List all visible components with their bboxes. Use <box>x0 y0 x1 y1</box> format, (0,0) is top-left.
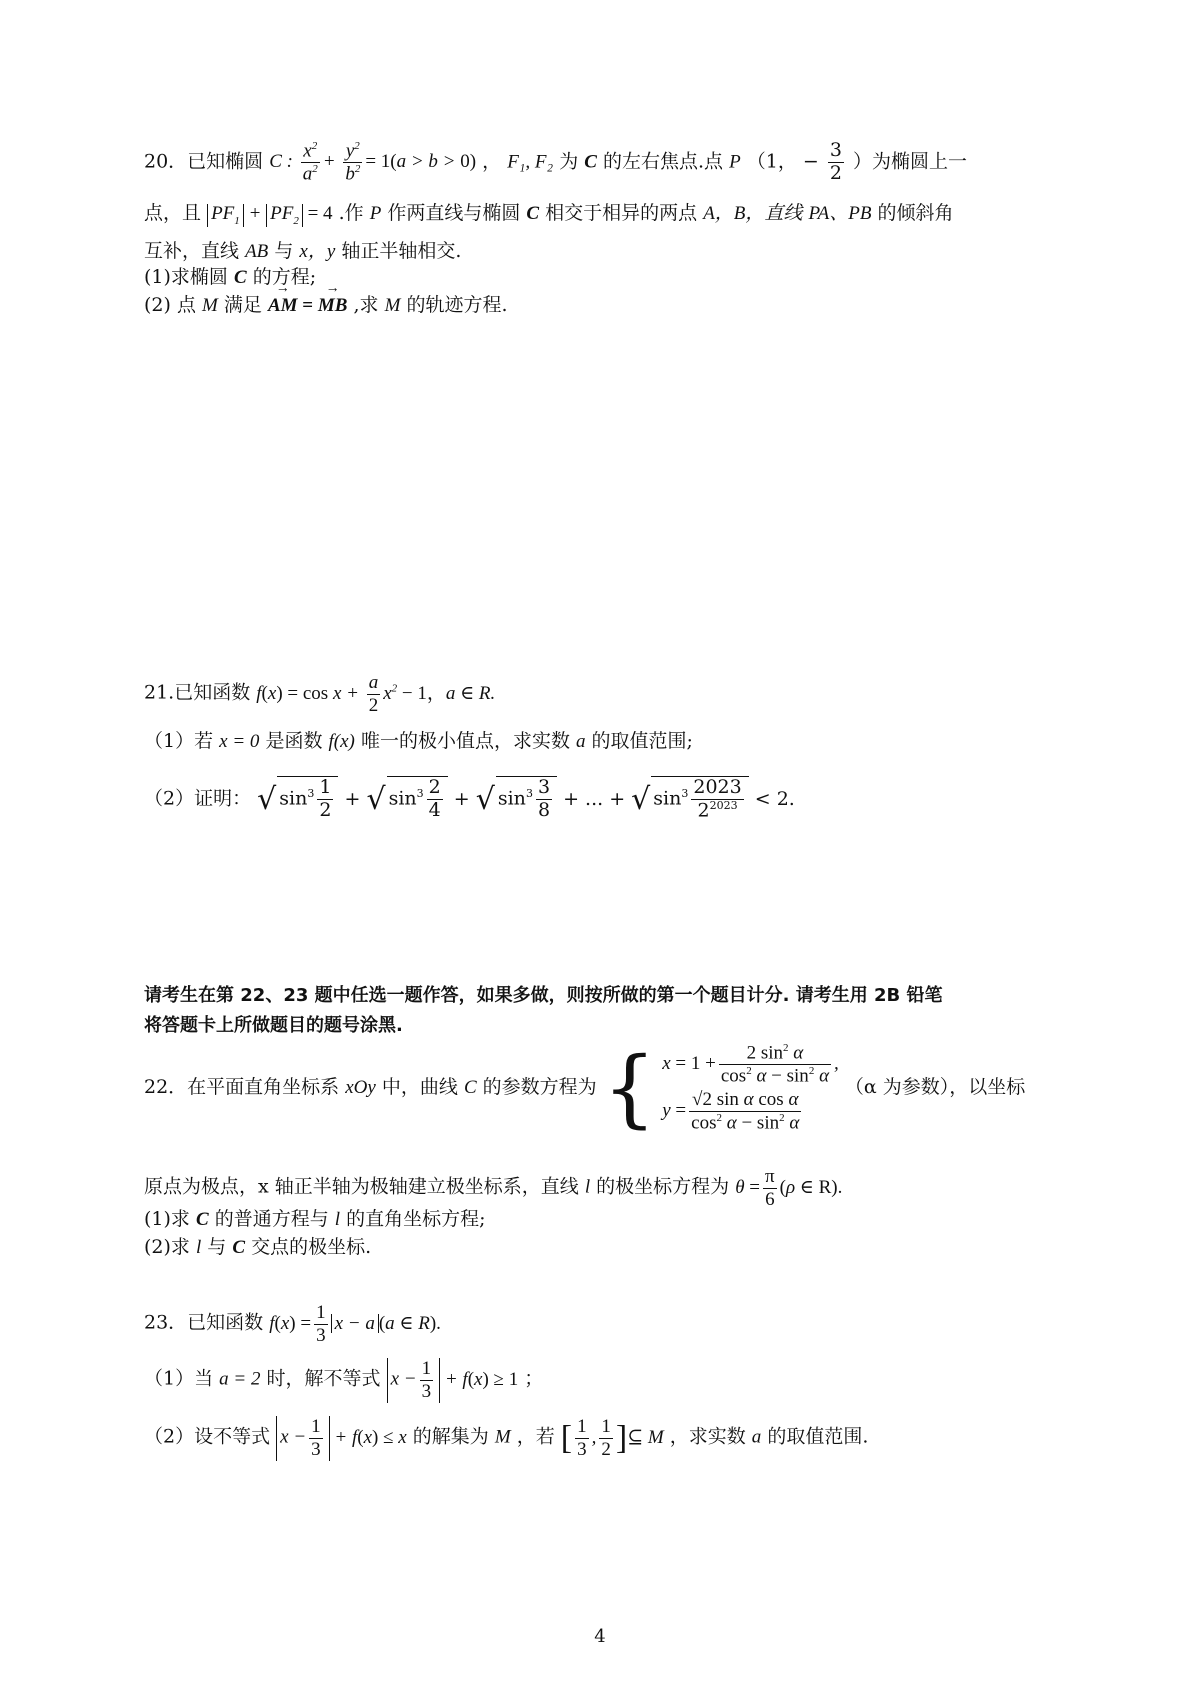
q21-line-1: 21.已知函数 f(x) = cos x + $\frac{a}{2}$ $x^2 - 1$，a ∈ R. <box>144 672 496 716</box>
function-definition: f(x) = cos x + $\frac{a}{2}$ $x^2 - 1$，a ∈ R. <box>256 672 496 716</box>
left-brace: { <box>602 1038 657 1137</box>
q22-line-2: 原点为极点，x 轴正半轴为极轴建立极坐标系，直线 l 的极坐标方程为 θ = $\frac{\pi}{6}$ (ρ ∈ R). <box>144 1166 843 1210</box>
ellipse-equation: C : $\frac{x^2}{a^2}$ + $\frac{y^2}{b^2}$ = 1(a > b > 0) <box>269 140 477 185</box>
q21-sub-2: （2）证明： √ $\sin^3$ $\frac{1}{2}$ + √ $\sin^3$ $\frac{2}{4}$ + √ $\sin^3$ $\frac{3}{8}$ + ... + √ $\sin^3$ $\frac{2023}{2^{2023}}$ < 2. <box>144 776 795 822</box>
page-number: 4 <box>594 1626 606 1647</box>
function-definition-23: f(x) = $\frac{1}{3}$ x − a (a ∈ R). <box>269 1302 441 1346</box>
q20-sub-1: (1)求椭圆 C 的方程; <box>144 266 317 288</box>
q20-line-1: 20．已知椭圆 C : $\frac{x^2}{a^2}$ + $\frac{y^2}{b^2}$ = 1(a > b > 0) ， F₁, F₂ 为 C 的左右焦点.点 P （1， − $\frac{3}{2}$ ）为椭圆上一 <box>144 139 967 185</box>
q23-line-1: 23．已知函数 f(x) = $\frac{1}{3}$ x − a (a ∈ R). <box>144 1302 441 1346</box>
inequality-1: x − $\frac{1}{3}$ + f(x) ≥ 1 <box>387 1369 519 1390</box>
fraction-3-2: $\frac{3}{2}$ <box>829 139 842 184</box>
inequality-2: x − $\frac{1}{3}$ + f(x) ≤ x <box>276 1427 407 1448</box>
q23-sub-1: （1）当 a = 2 时，解不等式 x − $\frac{1}{3}$ + f(x) ≥ 1 ； <box>144 1358 544 1402</box>
pf-sum-equation: $PF_1 + PF_2 = 4$ <box>207 203 332 224</box>
q20-sub-2: (2) 点 M 满足 → AM = → MB ,求 M 的轨迹方程. <box>144 296 508 315</box>
interval-subset: [ $\frac{1}{3}$ , $\frac{1}{2}$ ]⊆ M <box>560 1416 664 1460</box>
parametric-system: x = 1 + $\frac{2 \sin^2 \alpha}{\cos^2 \alpha - \sin^2 \alpha}$ , y = $\frac{\text{√2 sin α cos α}}{\cos^2 \alpha - \sin^2 \alpha}$ <box>662 1042 839 1134</box>
q20-line-3: 互补，直线 AB 与 x，y 轴正半轴相交. <box>144 240 462 262</box>
q23-sub-2: （2）设不等式 x − $\frac{1}{3}$ + f(x) ≤ x 的解集为 M ，若 [ $\frac{1}{3}$ , $\frac{1}{2}$ ]⊆ M ，求实数 a 的取值范围. <box>144 1416 869 1460</box>
instruction-line-2: 将答题卡上所做题目的题号涂黑. <box>144 1015 403 1036</box>
q22-line-1: 22．在平面直角坐标系 xOy 中，曲线 C 的参数方程为 { x = 1 + $\frac{2 \sin^2 \alpha}{\cos^2 \alpha - \sin^2 \alpha}$ , y = $\frac{\text{√2 sin α cos α}}{\cos^2 \alpha - \sin^2 \alpha}$ （α 为参数），以坐标 <box>144 1038 1026 1137</box>
q20-line-2: 点，且 $PF_1 + PF_2 = 4$ .作 P 作两直线与椭圆 C 相交于相异的两点 A，B，直线 PA、PB 的倾斜角 <box>144 202 954 227</box>
q22-sub-1: (1)求 C 的普通方程与 l 的直角坐标方程; <box>144 1208 486 1230</box>
polar-equation: θ = $\frac{\pi}{6}$ (ρ ∈ R). <box>735 1166 843 1210</box>
q22-sub-2: (2)求 l 与 C 交点的极坐标. <box>144 1236 372 1258</box>
q21-sub-1: （1）若 x = 0 是函数 f(x) 唯一的极小值点，求实数 a 的取值范围; <box>144 730 693 752</box>
instruction-line-1: 请考生在第 22、23 题中任选一题作答，如果多做，则按所做的第一个题目计分. 请考生用 2B 铅笔 <box>144 985 943 1006</box>
vector-equation: → AM = → MB <box>268 295 347 316</box>
sqrt-sum-inequality: √ $\sin^3$ $\frac{1}{2}$ + √ $\sin^3$ $\frac{2}{4}$ + √ $\sin^3$ $\frac{3}{8}$ + ... + √ $\sin^3$ $\frac{2023}{2^{2023}}$ < 2. <box>257 776 795 822</box>
